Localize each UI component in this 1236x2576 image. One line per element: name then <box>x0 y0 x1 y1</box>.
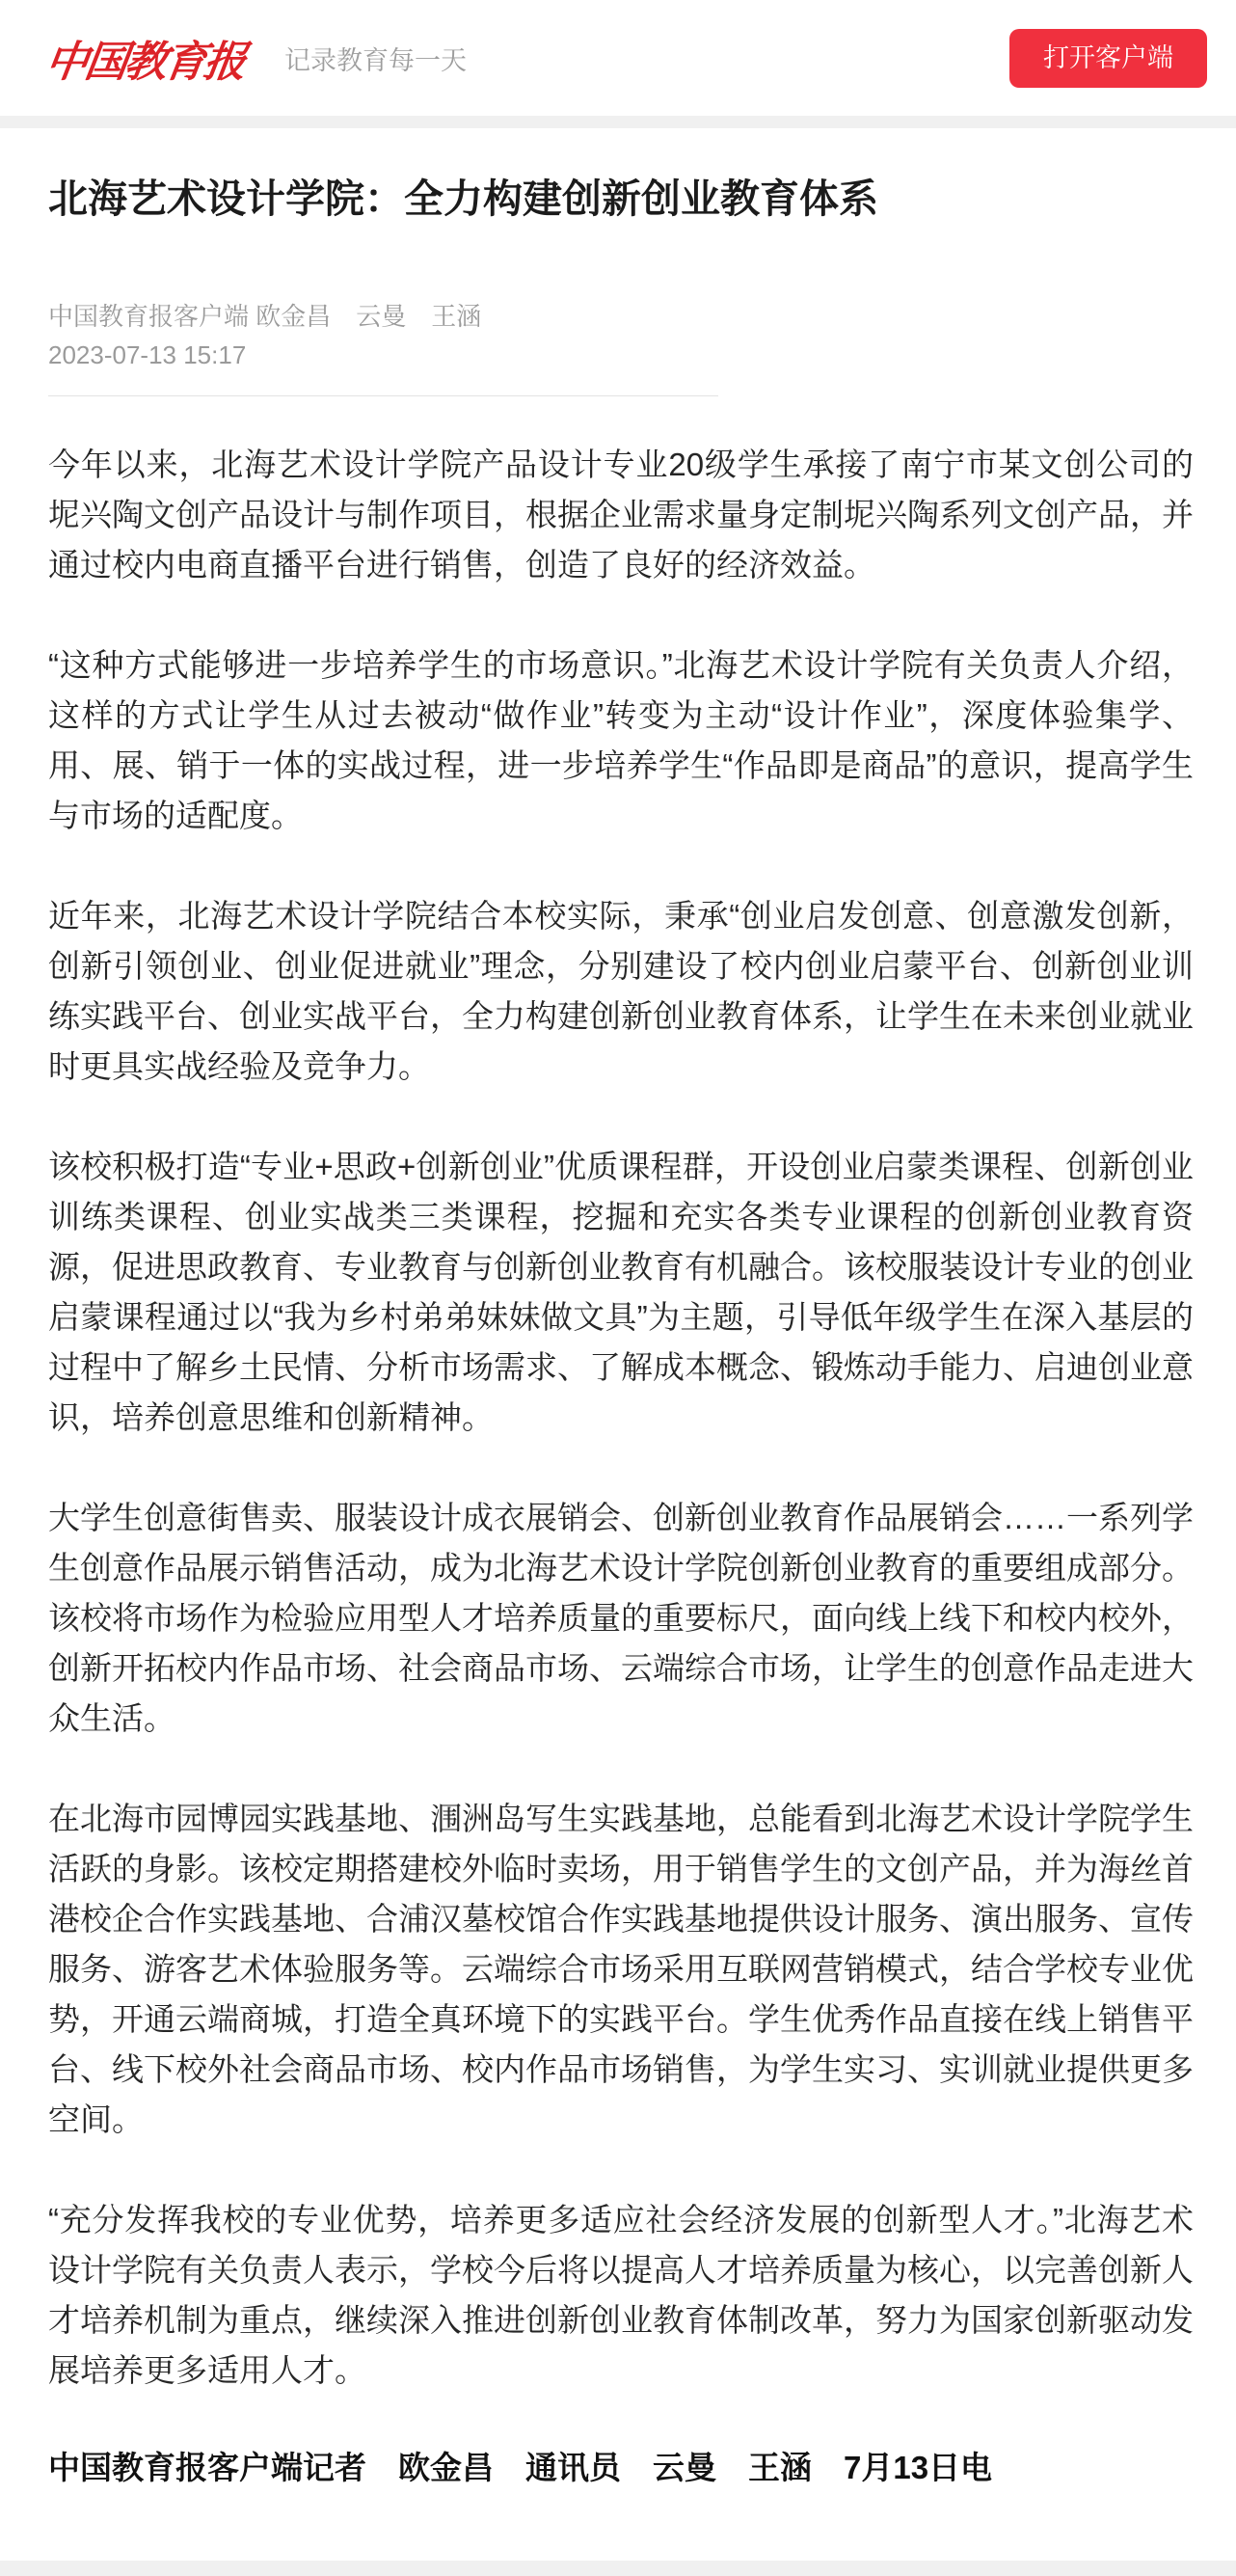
article <box>0 128 1236 2561</box>
bottom-band <box>0 2561 1236 2576</box>
meta-divider <box>48 395 718 396</box>
article-paragraph: “这种方式能够进一步培养学生的市场意识。”北海艺术设计学院有关负责人介绍，这样的方式让学生从过去被动“做作业”转变为主动“设计作业”，深度体验集学、用、展、销于一体的实战过程，进一步培养学生“作品即是商品”的意识，提高学生与市场的适配度。 <box>48 647 1194 834</box>
article-paragraph: 近年来，北海艺术设计学院结合本校实际，秉承“创业启发创意、创意激发创新，创新引领创业、创业促进就业”理念，分别建设了校内创业启蒙平台、创新创业训练实践平台、创业实战平台，全力构建创新创业教育体系，让学生在未来创业就业时更具实战经验及竞争力。 <box>48 898 1194 1085</box>
article-paragraph: 大学生创意街售卖、服装设计成衣展销会、创新创业教育作品展销会……一系列学生创意作品展示销售活动，成为北海艺术设计学院创新创业教育的重要组成部分。该校将市场作为检验应用型人才培养质量的重要标尺，面向线上线下和校内校外，创新开拓校内作品市场、社会商品市场、云端综合市场，让学生的创意作品走进大众生活。 <box>48 1500 1194 1737</box>
article-paragraph: 在北海市园博园实践基地、涠洲岛写生实践基地，总能看到北海艺术设计学院学生活跃的身影。该校定期搭建校外临时卖场，用于销售学生的文创产品，并为海丝首港校企合作实践基地、合浦汉墓校馆合作实践基地提供设计服务、演出服务、宣传服务、游客艺术体验服务等。云端综合市场采用互联网营销模式，结合学校专业优势，开通云端商城，打造全真环境下的实践平台。学生优秀作品直接在线上销售平台、线下校外社会商品市场、校内作品市场销售，为学生实习、实训就业提供更多空间。 <box>48 1801 1194 2138</box>
article-paragraph: “充分发挥我校的专业优势，培养更多适应社会经济发展的创新型人才。”北海艺术设计学院有关负责人表示，学校今后将以提高人才培养质量为核心，以完善创新人才培养机制为重点，继续深入推进创新创业教育体制改革，努力为国家创新驱动发展培养更多适用人才。 <box>48 2202 1194 2389</box>
article-paragraph: 该校积极打造“专业+思政+创新创业”优质课程群，开设创业启蒙类课程、创新创业训练类课程、创业实战类三类课程，挖掘和充实各类专业课程的创新创业教育资源，促进思政教育、专业教育与创新创业教育有机融合。该校服装设计专业的创业启蒙课程通过以“我为乡村弟弟妹妹做文具”为主题，引导低年级学生在深入基层的过程中了解乡土民情、分析市场需求、了解成本概念、锻炼动手能力、启迪创业意识，培养创意思维和创新精神。 <box>48 1149 1194 1436</box>
header-divider-band <box>0 116 1236 128</box>
article-byline: 中国教育报客户端 欧金昌 云曼 王涵 <box>48 302 482 332</box>
site-header <box>0 0 1236 116</box>
article-footer-credit: 中国教育报客户端记者 欧金昌 通讯员 云曼 王涵 7月13日电 <box>48 2450 993 2486</box>
article-paragraph: 今年以来，北海艺术设计学院产品设计专业20级学生承接了南宁市某文创公司的坭兴陶文创产品设计与制作项目，根据企业需求量身定制坭兴陶系列文创产品，并通过校内电商直播平台进行销售，创造了良好的经济效益。 <box>48 447 1194 583</box>
article-body <box>48 440 1194 2396</box>
publish-date: 2023-07-13 15:17 <box>48 340 247 370</box>
site-tagline: 记录教育每一天 <box>284 45 467 75</box>
article-title: 北海艺术设计学院：全力构建创新创业教育体系 <box>48 176 878 221</box>
open-app-button[interactable]: 打开客户端 <box>1009 29 1207 88</box>
china-education-daily-logo[interactable]: 中国教育报 <box>41 38 247 87</box>
